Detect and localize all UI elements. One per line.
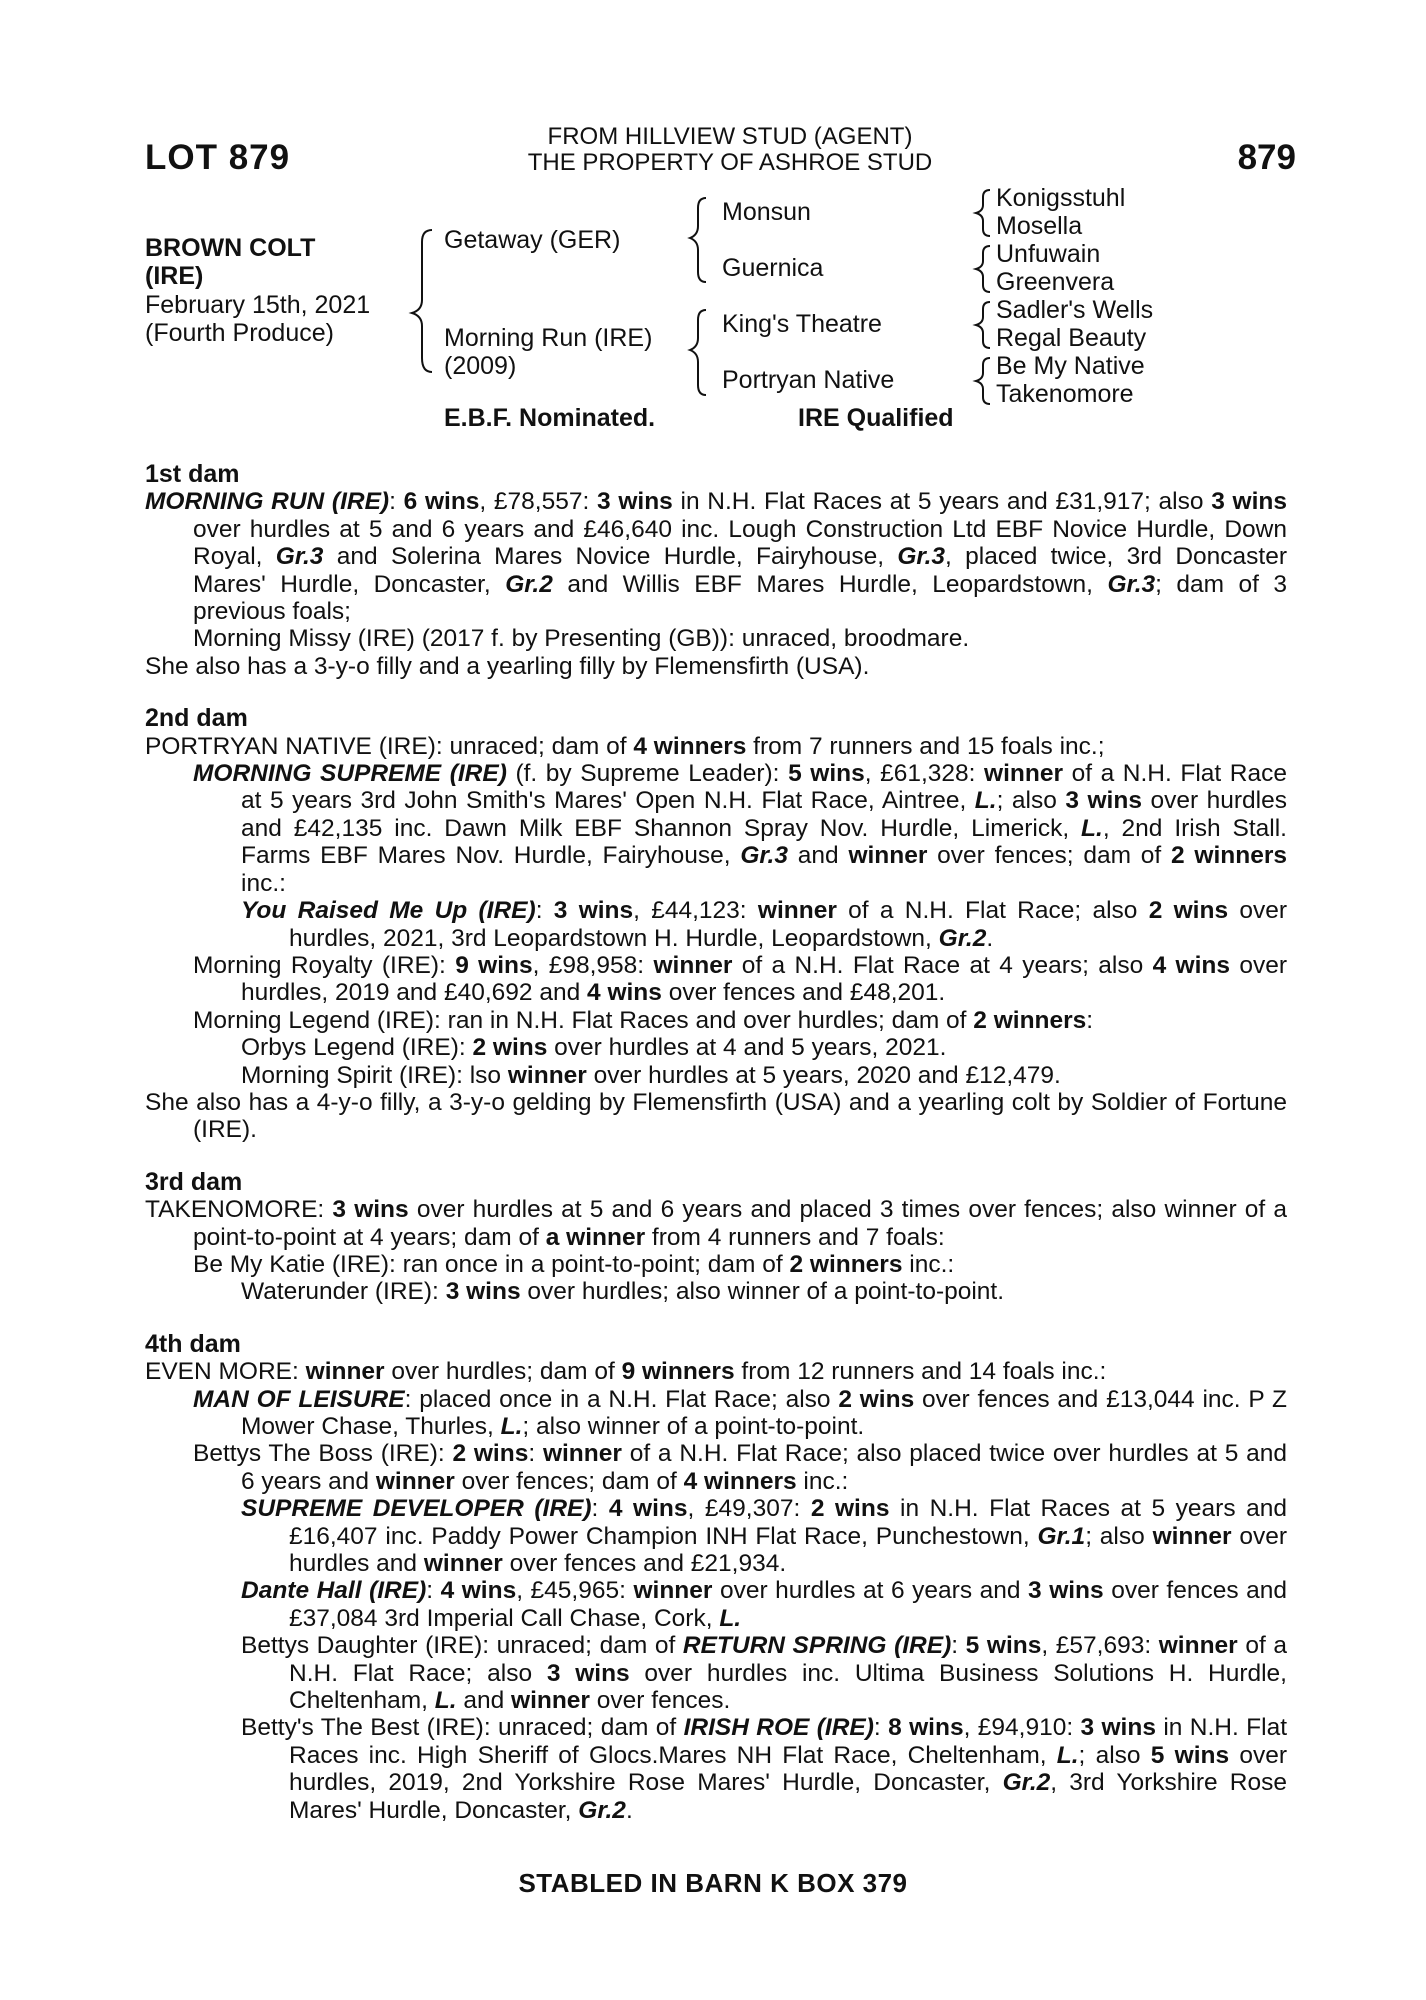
section-title: 3rd dam: [145, 1167, 243, 1196]
highlight-text: winner: [1158, 1632, 1238, 1660]
entry-text: .: [625, 1796, 633, 1824]
pedigree-entry: [145, 733, 1287, 760]
entry-text: ; also: [996, 787, 1066, 815]
highlight-text: winner: [375, 1467, 455, 1495]
highlight-text: L.: [1081, 814, 1103, 842]
pedigree-entry: [145, 1007, 1287, 1034]
highlight-text: 4 wins: [587, 979, 662, 1007]
pedigree-brace-g3-3: [976, 302, 990, 348]
pedigree-entry: [145, 1358, 1287, 1385]
entry-text: over hurdles inc. Ultima Business Solutions H. Hurdle, Cheltenham,: [289, 1659, 1287, 1715]
pedigree-sire-dam: Guernica: [722, 254, 824, 282]
highlight-text: winner: [305, 1358, 385, 1386]
entry-text: Bettys Daughter (IRE): unraced; dam of: [241, 1632, 683, 1660]
pedigree-dam: Morning Run (IRE): [444, 324, 653, 352]
entry-text: over hurdles at 6 years and: [712, 1577, 1029, 1605]
entry-text: Bettys The Boss (IRE):: [193, 1440, 453, 1468]
entry-text: Morning Legend (IRE): ran in N.H. Flat Races and over hurdles; dam of: [193, 1006, 974, 1034]
entry-text: of a N.H. Flat Race; also placed twice over hurdles at 5 and 6 years and: [241, 1440, 1287, 1495]
highlight-text: 9 winners: [621, 1358, 735, 1386]
entry-text: :: [951, 1632, 966, 1660]
highlight-text: winner: [542, 1440, 622, 1468]
pedigree-braces: [0, 0, 1426, 420]
entry-text: in N.H. Flat Races inc. High Sheriff of Glocs.Mares NH Flat Race, Cheltenham,: [289, 1714, 1287, 1769]
pedigree-entry: [145, 897, 1287, 952]
entry-text: of a N.H. Flat Race; also: [836, 897, 1149, 925]
highlight-text: Gr.2: [938, 924, 987, 952]
pedigree-entry: [145, 952, 1287, 1007]
entry-text: over hurdles, 2019, 2nd Yorkshire Rose Mares' Hurdle, Doncaster,: [289, 1741, 1288, 1797]
entry-text: over hurdles; dam of: [384, 1358, 622, 1386]
highlight-text: 2 winners: [789, 1250, 903, 1278]
entry-text: EVEN MORE:: [145, 1358, 306, 1386]
pedigree-entry: [145, 1440, 1287, 1495]
pedigree-g3-ancestor: Regal Beauty: [996, 324, 1147, 352]
highlight-text: winner: [423, 1550, 503, 1578]
highlight-text: 5 wins: [788, 760, 865, 788]
pedigree-entry: [145, 1251, 1287, 1278]
highlight-text: winner: [757, 897, 837, 925]
entry-text: She also has a 4-y-o filly, a 3-y-o gelding by Flemensfirth (USA) and a yearling colt by Soldier of Fortune (IRE).: [145, 1088, 1287, 1144]
highlight-text: Gr.3: [275, 543, 324, 571]
entry-text: :: [591, 1495, 609, 1523]
pedigree-entry: [145, 1495, 1287, 1577]
entry-text: and: [456, 1687, 512, 1715]
pedigree-brace-main: [412, 230, 432, 372]
highlight-text: 3 wins: [445, 1278, 521, 1306]
entry-text: :: [1086, 1006, 1094, 1034]
lot-number: 879: [1237, 138, 1296, 177]
entry-text: in N.H. Flat Races at 5 years and £31,917; also: [672, 488, 1212, 516]
entry-text: and Solerina Mares Novice Hurdle, Fairyhouse,: [323, 543, 898, 571]
pedigree-entry: [145, 1714, 1287, 1824]
entry-text: TAKENOMORE:: [145, 1196, 333, 1224]
consignor-line-2: THE PROPERTY OF ASHROE STUD: [527, 149, 933, 176]
highlight-text: 6 wins: [403, 488, 480, 516]
entry-text: :: [389, 488, 404, 516]
highlight-text: Gr.1: [1037, 1522, 1086, 1550]
pedigree-entry: [145, 653, 1287, 680]
highlight-text: a winner: [545, 1223, 646, 1251]
highlight-text: L.: [719, 1604, 742, 1632]
entry-text: ; also: [1078, 1741, 1151, 1769]
entry-text: over hurdles, 2021, 3rd Leopardstown H. Hurdle, Leopardstown,: [289, 897, 1288, 952]
highlight-text: 2 winners: [1171, 842, 1288, 870]
entry-text: Morning Royalty (IRE):: [193, 951, 456, 979]
entry-text: :: [426, 1577, 441, 1605]
stabling-info: STABLED IN BARN K BOX 379: [518, 1868, 908, 1898]
foaling-date: February 15th, 2021: [145, 291, 371, 319]
entry-text: over fences; dam of: [454, 1467, 684, 1495]
pedigree-g3-ancestor: Unfuwain: [996, 240, 1101, 268]
entry-text: over fences; dam of: [927, 842, 1172, 870]
entry-text: :: [528, 1440, 543, 1468]
entry-text: ; also winner of a point-to-point.: [522, 1413, 865, 1440]
entry-text: over fences and £21,934.: [502, 1550, 787, 1578]
entry-text: Be My Katie (IRE): ran once in a point-to-point; dam of: [193, 1250, 790, 1278]
highlight-text: 4 wins: [608, 1495, 688, 1523]
highlight-text: 2 wins: [452, 1440, 529, 1468]
pedigree-entry: [145, 1089, 1287, 1144]
highlight-text: 3 wins: [1028, 1577, 1104, 1605]
entry-text: Betty's The Best (IRE): unraced; dam of: [241, 1714, 684, 1742]
entry-text: , £45,965:: [516, 1577, 634, 1605]
highlight-text: MORNING RUN (IRE): [145, 488, 390, 516]
pedigree-entry: [145, 1034, 1287, 1061]
entry-text: ; also: [1085, 1522, 1153, 1550]
pedigree-g3-ancestor: Sadler's Wells: [996, 296, 1154, 324]
entry-text: , £44,123:: [633, 897, 758, 925]
entry-text: of a N.H. Flat Race at 4 years; also: [732, 951, 1153, 979]
highlight-text: 5 wins: [1150, 1741, 1230, 1769]
highlight-text: 4 winners: [633, 732, 747, 760]
highlight-text: Gr.2: [578, 1796, 626, 1824]
entry-text: Orbys Legend (IRE):: [241, 1034, 473, 1062]
entry-text: , £49,307:: [687, 1495, 811, 1523]
ebf-nominated: E.B.F. Nominated.: [444, 404, 656, 432]
pedigree-dam-year: (2009): [444, 352, 517, 380]
entry-text: , placed twice, 3rd Doncaster Mares' Hurdle, Doncaster,: [193, 543, 1287, 598]
highlight-text: 3 wins: [1080, 1714, 1156, 1742]
highlight-text: 5 wins: [965, 1632, 1042, 1660]
entry-text: from 7 runners and 15 foals inc.;: [746, 732, 1105, 760]
entry-text: over fences and £13,044 inc. P Z Mower Chase, Thurles,: [241, 1385, 1288, 1440]
highlight-text: 3 wins: [546, 1659, 630, 1687]
lot-label: LOT 879: [145, 138, 291, 177]
highlight-text: 4 wins: [1152, 951, 1230, 979]
pedigree-g3-ancestor: Takenomore: [996, 380, 1134, 408]
pedigree-entry: [145, 760, 1287, 897]
entry-text: over fences.: [589, 1687, 731, 1715]
entry-text: :: [535, 897, 554, 925]
entry-text: over fences and £37,084 3rd Imperial Call Chase, Cork,: [289, 1577, 1287, 1632]
entry-text: over hurdles at 5 years, 2020 and £12,479.: [586, 1061, 1061, 1089]
highlight-text: Gr.2: [505, 570, 553, 598]
entry-text: , £61,328:: [864, 760, 985, 788]
entry-text: over hurdles at 5 and 6 years and placed 3 times over fences; also winner of a point-to-point at 4 years; dam of: [193, 1196, 1288, 1251]
pedigree-g3-ancestor: Greenvera: [996, 268, 1115, 296]
entry-text: over hurdles and: [289, 1522, 1287, 1578]
entry-text: inc.:: [241, 869, 286, 897]
entry-text: of a N.H. Flat Race; also: [289, 1632, 1287, 1687]
pedigree-entry: [145, 625, 1287, 652]
consignor-line-1: FROM HILLVIEW STUD (AGENT): [547, 123, 913, 150]
pedigree-dam-sire: King's Theatre: [722, 310, 882, 338]
highlight-text: Gr.3: [897, 543, 946, 571]
highlight-text: 8 wins: [888, 1714, 964, 1742]
highlight-text: winner: [848, 842, 928, 870]
entry-text: over hurdles and £42,135 inc. Dawn Milk EBF Shannon Spray Nov. Hurdle, Limerick,: [241, 787, 1287, 842]
entry-text: in N.H. Flat Races at 5 years and £16,407 inc. Paddy Power Champion INH Flat Race, Punchestown,: [289, 1495, 1288, 1550]
highlight-text: 2 wins: [1148, 897, 1229, 925]
pedigree-entry: [145, 1062, 1287, 1089]
highlight-text: winner: [653, 951, 733, 979]
entry-text: Morning Spirit (IRE): lso: [241, 1061, 508, 1089]
ire-qualified: IRE Qualified: [798, 404, 954, 432]
highlight-text: 2 wins: [810, 1495, 890, 1523]
highlight-text: RETURN SPRING (IRE): [682, 1632, 952, 1660]
highlight-text: Gr.3: [740, 842, 788, 870]
highlight-text: 3 wins: [597, 488, 673, 516]
highlight-text: Dante Hall (IRE): [241, 1577, 427, 1605]
highlight-text: 2 winners: [973, 1006, 1087, 1034]
entry-text: , £94,910:: [963, 1714, 1081, 1742]
pedigree-sire: Getaway (GER): [444, 226, 621, 254]
pedigree-entry: [145, 1386, 1287, 1441]
highlight-text: L.: [1056, 1741, 1079, 1769]
entry-text: .: [986, 924, 994, 952]
highlight-text: MORNING SUPREME (IRE): [193, 760, 507, 788]
highlight-text: Gr.2: [1002, 1769, 1051, 1797]
pedigree-sire-sire: Monsun: [722, 198, 811, 226]
highlight-text: IRISH ROE (IRE): [683, 1714, 874, 1742]
dam-line-text: [145, 461, 1287, 1824]
entry-text: and: [788, 842, 849, 870]
entry-text: ; dam of 3 previous foals;: [193, 570, 1288, 626]
entry-text: , £78,557:: [479, 488, 598, 516]
highlight-text: MAN OF LEISURE: [193, 1385, 405, 1413]
entry-text: from 12 runners and 14 foals inc.:: [734, 1358, 1107, 1386]
entry-text: She also has a 3-y-o filly and a yearling filly by Flemensfirth (USA).: [145, 652, 870, 680]
highlight-text: 9 wins: [455, 951, 533, 979]
highlight-text: L.: [500, 1413, 523, 1440]
section-title: 2nd dam: [145, 704, 248, 733]
horse-description-line-1: BROWN COLT: [145, 234, 316, 262]
highlight-text: winner: [633, 1577, 713, 1605]
entry-text: PORTRYAN NATIVE (IRE): unraced; dam of: [145, 732, 634, 760]
entry-text: of a N.H. Flat Race at 5 years 3rd John Smith's Mares' Open N.H. Flat Race, Aintree,: [241, 760, 1287, 815]
highlight-text: L.: [974, 787, 997, 815]
pedigree-dam-dam: Portryan Native: [722, 366, 895, 394]
highlight-text: 4 winners: [683, 1467, 797, 1495]
entry-text: : placed once in a N.H. Flat Race; also: [404, 1385, 839, 1413]
entry-text: and Willis EBF Mares Hurdle, Leopardstown,: [552, 570, 1108, 598]
horse-description-line-2: (IRE): [145, 262, 204, 290]
entry-text: , 3rd Yorkshire Rose Mares' Hurdle, Doncaster,: [289, 1769, 1287, 1824]
entry-text: over hurdles at 5 and 6 years and £46,640 inc. Lough Construction Ltd EBF Novice Hurdle, Down Royal,: [193, 515, 1287, 571]
pedigree-g3-ancestor: Mosella: [996, 212, 1083, 240]
entry-text: , £57,693:: [1041, 1632, 1159, 1660]
entry-text: over fences and £48,201.: [661, 979, 946, 1007]
entry-text: inc.:: [902, 1250, 955, 1278]
highlight-text: You Raised Me Up (IRE): [241, 897, 536, 925]
highlight-text: 2 wins: [472, 1034, 548, 1062]
entry-text: Morning Missy (IRE) (2017 f. by Presenting (GB)): unraced, broodmare.: [193, 625, 970, 653]
pedigree-brace-dam: [690, 310, 706, 395]
produce-note: (Fourth Produce): [145, 319, 334, 347]
entry-text: :: [873, 1714, 889, 1742]
entry-text: over hurdles; also winner of a point-to-point.: [520, 1278, 1005, 1306]
entry-text: inc.:: [796, 1467, 849, 1495]
pedigree-entry: [145, 1577, 1287, 1632]
entry-text: over hurdles at 4 and 5 years, 2021.: [547, 1034, 947, 1062]
highlight-text: 4 wins: [440, 1577, 517, 1605]
highlight-text: winner: [1152, 1522, 1232, 1550]
pedigree-entry: [145, 488, 1287, 625]
highlight-text: winner: [984, 760, 1064, 788]
highlight-text: SUPREME DEVELOPER (IRE): [241, 1495, 592, 1523]
entry-text: , £98,958:: [532, 951, 654, 979]
highlight-text: winner: [511, 1687, 590, 1715]
entry-text: (f. by Supreme Leader):: [506, 760, 789, 788]
entry-text: from 4 runners and 7 foals:: [645, 1223, 945, 1251]
pedigree-brace-g3-2: [976, 246, 990, 292]
entry-text: Waterunder (IRE):: [241, 1278, 446, 1306]
section-title: 4th dam: [145, 1329, 241, 1358]
pedigree-entry: [145, 1196, 1287, 1251]
highlight-text: 3 wins: [553, 897, 634, 925]
entry-text: over hurdles, 2019 and £40,692 and: [241, 951, 1287, 1007]
section-title: 1st dam: [145, 460, 240, 488]
pedigree-brace-sire: [690, 198, 706, 282]
pedigree-brace-g3-1: [976, 190, 990, 236]
pedigree-g3-ancestor: Be My Native: [996, 352, 1145, 380]
pedigree-entry: [145, 1278, 1287, 1305]
pedigree-g3-ancestor: Konigsstuhl: [996, 184, 1126, 212]
highlight-text: L.: [434, 1687, 457, 1715]
highlight-text: 3 wins: [1065, 787, 1142, 815]
highlight-text: Gr.3: [1107, 570, 1156, 598]
highlight-text: winner: [507, 1061, 587, 1089]
pedigree-entry: [145, 1632, 1287, 1714]
highlight-text: 2 wins: [838, 1385, 915, 1413]
highlight-text: 3 wins: [1211, 488, 1287, 516]
highlight-text: 3 wins: [332, 1196, 409, 1224]
pedigree-brace-g3-4: [976, 358, 990, 404]
entry-text: , 2nd Irish Stall. Farms EBF Mares Nov. Hurdle, Fairyhouse,: [241, 814, 1287, 870]
